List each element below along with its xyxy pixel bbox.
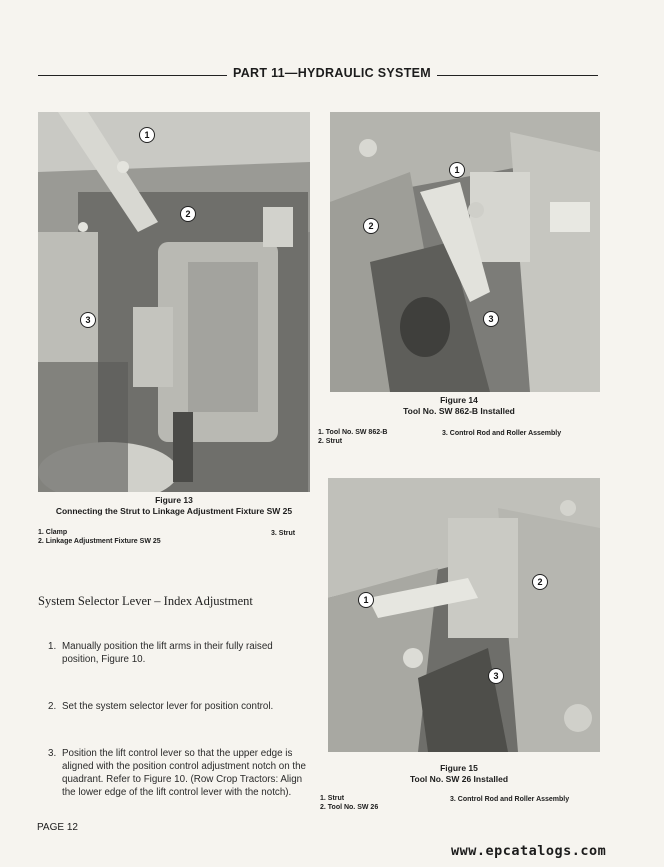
legend-item: 3. Control Rod and Roller Assembly: [442, 430, 562, 437]
figure-13-caption: [38, 495, 310, 517]
step-number: 1.: [48, 641, 57, 652]
step-text: Manually position the lift arms in their fully raised position, Figure 10.: [62, 641, 273, 665]
step-3: [48, 747, 310, 799]
figure-13-callout-2: 2: [180, 206, 196, 222]
header-title: PART 11—HYDRAULIC SYSTEM: [227, 66, 437, 80]
legend-item: 1. Clamp: [38, 529, 68, 536]
figure-14-caption: [318, 395, 600, 417]
figure-14-legend-right: [442, 429, 561, 438]
figure-15-callout-3: 3: [488, 668, 504, 684]
step-2: [48, 700, 310, 713]
figure-14-legend-left: [318, 428, 388, 446]
figure-13-legend-left: [38, 528, 161, 546]
figure-15-photo: [328, 478, 600, 752]
figure-14-callout-2: 2: [363, 218, 379, 234]
step-number: 2.: [48, 701, 57, 712]
legend-item: 2. Linkage Adjustment Fixture SW 25: [38, 538, 161, 545]
figure-15-callout-1: 1: [358, 592, 374, 608]
legend-item: 3. Control Rod and Roller Assembly: [450, 796, 570, 803]
page-header: [0, 66, 664, 80]
legend-item: 1. Strut: [320, 795, 345, 802]
figure-14-callout-3: 3: [483, 311, 499, 327]
page-number: PAGE 12: [37, 822, 78, 833]
figure-13-subtitle: Connecting the Strut to Linkage Adjustment Fixture SW 25: [55, 506, 293, 516]
section-heading: System Selector Lever – Index Adjustment: [38, 594, 253, 608]
figure-15-callout-2: 2: [532, 574, 548, 590]
figure-14-subtitle: Tool No. SW 862-B Installed: [403, 406, 515, 416]
legend-item: 2. Tool No. SW 26: [320, 804, 379, 811]
step-number: 3.: [48, 748, 57, 759]
figure-15-legend-left: [320, 794, 378, 812]
legend-item: 1. Tool No. SW 862-B: [318, 429, 388, 436]
figure-14-callout-1: 1: [449, 162, 465, 178]
figure-13-callout-1: 1: [139, 127, 155, 143]
figure-14-title: Figure 14: [440, 395, 478, 405]
figure-13-callout-3: 3: [80, 312, 96, 328]
figure-15-subtitle: Tool No. SW 26 Installed: [409, 774, 509, 784]
legend-item: 3. Strut: [271, 530, 296, 537]
figure-15-caption: [318, 763, 600, 785]
figure-15-legend-right: [450, 795, 569, 804]
figure-13-legend-right: [271, 529, 295, 538]
legend-item: 2. Strut: [318, 438, 343, 445]
figure-13-title: Figure 13: [155, 495, 193, 505]
figure-13-photo: [38, 112, 310, 492]
figure-15-title: Figure 15: [440, 763, 478, 773]
figure-14-photo: [330, 112, 600, 392]
step-text: Position the lift control lever so that the upper edge is aligned with the position control adjustment notch on the quadrant. Refer to Figure 10. (Row Crop Tractors: Align the lower edge of the lift control lever with the notch).: [62, 748, 306, 798]
watermark: www.epcatalogs.com: [451, 843, 607, 859]
step-text: Set the system selector lever for position control.: [62, 701, 274, 712]
step-1: [48, 640, 310, 666]
